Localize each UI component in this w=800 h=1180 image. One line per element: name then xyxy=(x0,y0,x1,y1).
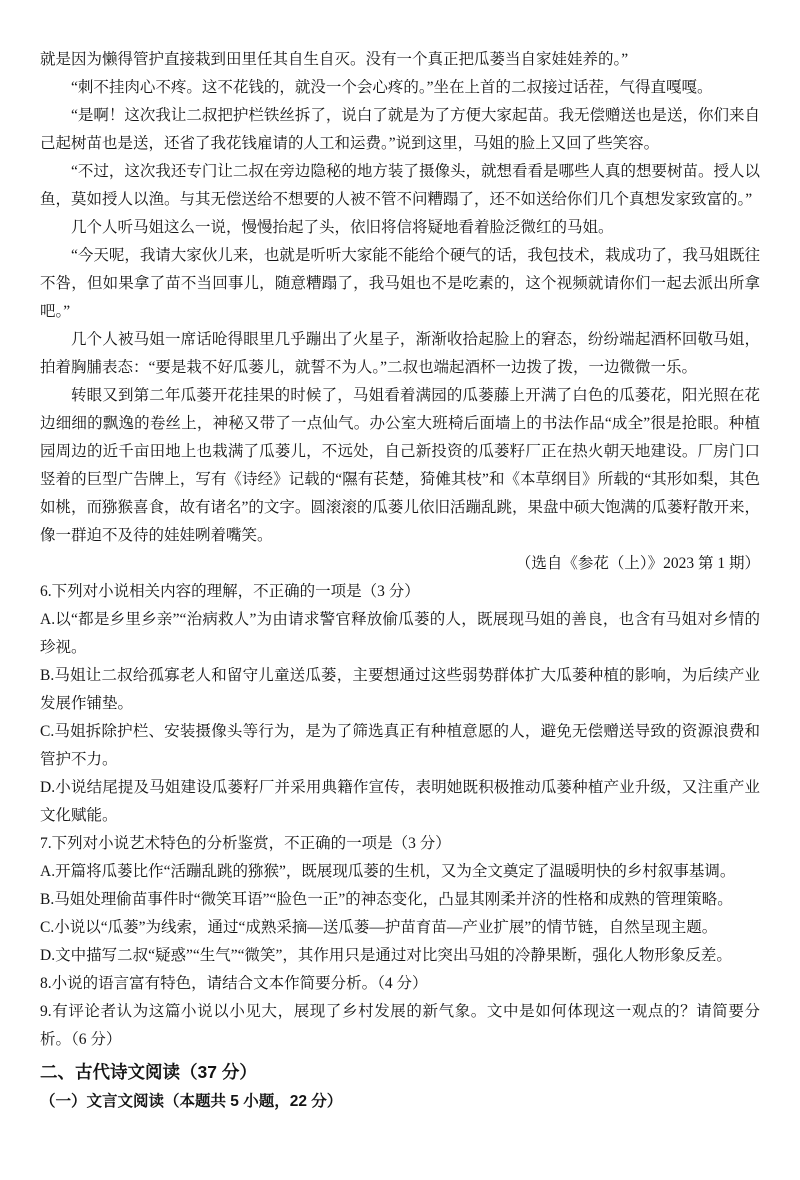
passage-paragraph: 几个人被马姐一席话呛得眼里几乎蹦出了火星子，渐渐收拾起脸上的窘态，纷纷端起酒杯回敬马姐，拍着胸脯表态：“要是栽不好瓜蒌儿，就誓不为人。”二叔也端起酒杯一边拨了拨，一边微微一乐。 xyxy=(40,331,760,376)
question-stem: 8.小说的语言富有特色，请结合文本作简要分析。（4 分） xyxy=(40,975,428,992)
passage-paragraph-continuation: 就是因为懒得管护直接栽到田里任其自生自灭。没有一个真正把瓜蒌当自家娃娃养的。” xyxy=(40,51,629,68)
passage-source: （选自《参花（上）》2023 第 1 期） xyxy=(515,555,760,572)
question-option-d: D.小说结尾提及马姐建设瓜蒌籽厂并采用典籍作宣传，表明她既积极推动瓜蒌种植产业升级，又注重产业文化赋能。 xyxy=(40,779,760,824)
subsection-title: （一）文言文阅读（本题共 5 小题，22 分） xyxy=(40,1093,343,1110)
question-option-c: C.小说以“瓜蒌”为线索，通过“成熟采摘—送瓜蒌—护苗育苗—产业扩展”的情节链，自然呈现主题。 xyxy=(40,919,718,936)
question-option-d: D.文中描写二叔“疑惑”“生气”“微笑”，其作用只是通过对比突出马姐的冷静果断，强化人物形象反差。 xyxy=(40,947,732,964)
question-7 xyxy=(40,830,760,970)
section-title: 二、古代诗文阅读（37 分） xyxy=(40,1062,257,1082)
passage-paragraph: “不过，这次我还专门让二叔在旁边隐秘的地方装了摄像头，就想看看是哪些人真的想要树苗。授人以鱼，莫如授人以渔。与其无偿送给不想要的人被不管不问糟蹋了，还不如送给你们几个真想发家致富的。” xyxy=(40,163,760,208)
passage-paragraph: 转眼又到第二年瓜蒌开花挂果的时候了，马姐看着满园的瓜蒌藤上开满了白色的瓜蒌花，阳光照在花边细细的飘逸的卷丝上，神秘又带了一点仙气。办公室大班椅后面墙上的书法作品“成全”很是抢眼。种植园周边的近千亩田地上也栽满了瓜蒌儿，不远处，自己新投资的瓜蒌籽厂正在热火朝天地建设。厂房门口竖着的巨型广告牌上，写有《诗经》记载的“隰有苌楚，猗傩其枝”和《本草纲目》所载的“其形如梨，其色如桃，而猕猴喜食，故有诸名”的文字。圆滚滚的瓜蒌儿依旧活蹦乱跳，果盘中硕大饱满的瓜蒌籽散开来，像一群迫不及待的娃娃咧着嘴笑。 xyxy=(40,387,760,544)
passage-paragraph: 几个人听马姐这么一说，慢慢抬起了头，依旧将信将疑地看着脸泛微红的马姐。 xyxy=(71,219,614,236)
question-stem: 6.下列对小说相关内容的理解，不正确的一项是（3 分） xyxy=(40,583,420,600)
question-9 xyxy=(40,998,760,1054)
passage-paragraph: “是啊！这次我让二叔把护栏铁丝拆了，说白了就是为了方便大家起苗。我无偿赠送也是送，你们来自己起树苗也是送，还省了我花钱雇请的人工和运费。”说到这里，马姐的脸上又回了些笑容。 xyxy=(40,107,760,152)
passage-paragraph: “今天呢，我请大家伙儿来，也就是听听大家能不能给个硬气的话，我包技术，栽成功了，我马姐既往不咎，但如果拿了苗不当回事儿，随意糟蹋了，我马姐也不是吃素的，这个视频就请你们一起去派出所拿吧。” xyxy=(40,247,760,320)
question-option-a: A.开篇将瓜蒌比作“活蹦乱跳的猕猴”，既展现瓜蒌的生机，又为全文奠定了温暖明快的乡村叙事基调。 xyxy=(40,863,736,880)
question-stem: 9.有评论者认为这篇小说以小见大，展现了乡村发展的新气象。文中是如何体现这一观点的？请简要分析。（6 分） xyxy=(40,1003,760,1048)
passage-paragraph: “刺不挂肉心不疼。这不花钱的，就没一个会心疼的。”坐在上首的二叔接过话茬，气得直嘎嘎。 xyxy=(71,79,713,96)
question-option-a: A.以“都是乡里乡亲”“治病救人”为由请求警官释放偷瓜蒌的人，既展现马姐的善良，也含有马姐对乡情的珍视。 xyxy=(40,611,760,656)
question-stem: 7.下列对小说艺术特色的分析鉴赏，不正确的一项是（3 分） xyxy=(40,835,451,852)
question-option-b: B.马姐处理偷苗事件时“微笑耳语”“脸色一正”的神态变化，凸显其刚柔并济的性格和成熟的管理策略。 xyxy=(40,891,733,908)
question-option-b: B.马姐让二叔给孤寡老人和留守儿童送瓜蒌，主要想通过这些弱势群体扩大瓜蒌种植的影响，为后续产业发展作铺垫。 xyxy=(40,667,760,712)
question-6 xyxy=(40,578,760,830)
question-option-c: C.马姐拆除护栏、安装摄像头等行为，是为了筛选真正有种植意愿的人，避免无偿赠送导致的资源浪费和管护不力。 xyxy=(40,723,760,768)
question-8 xyxy=(40,970,760,998)
reading-passage xyxy=(40,46,760,578)
